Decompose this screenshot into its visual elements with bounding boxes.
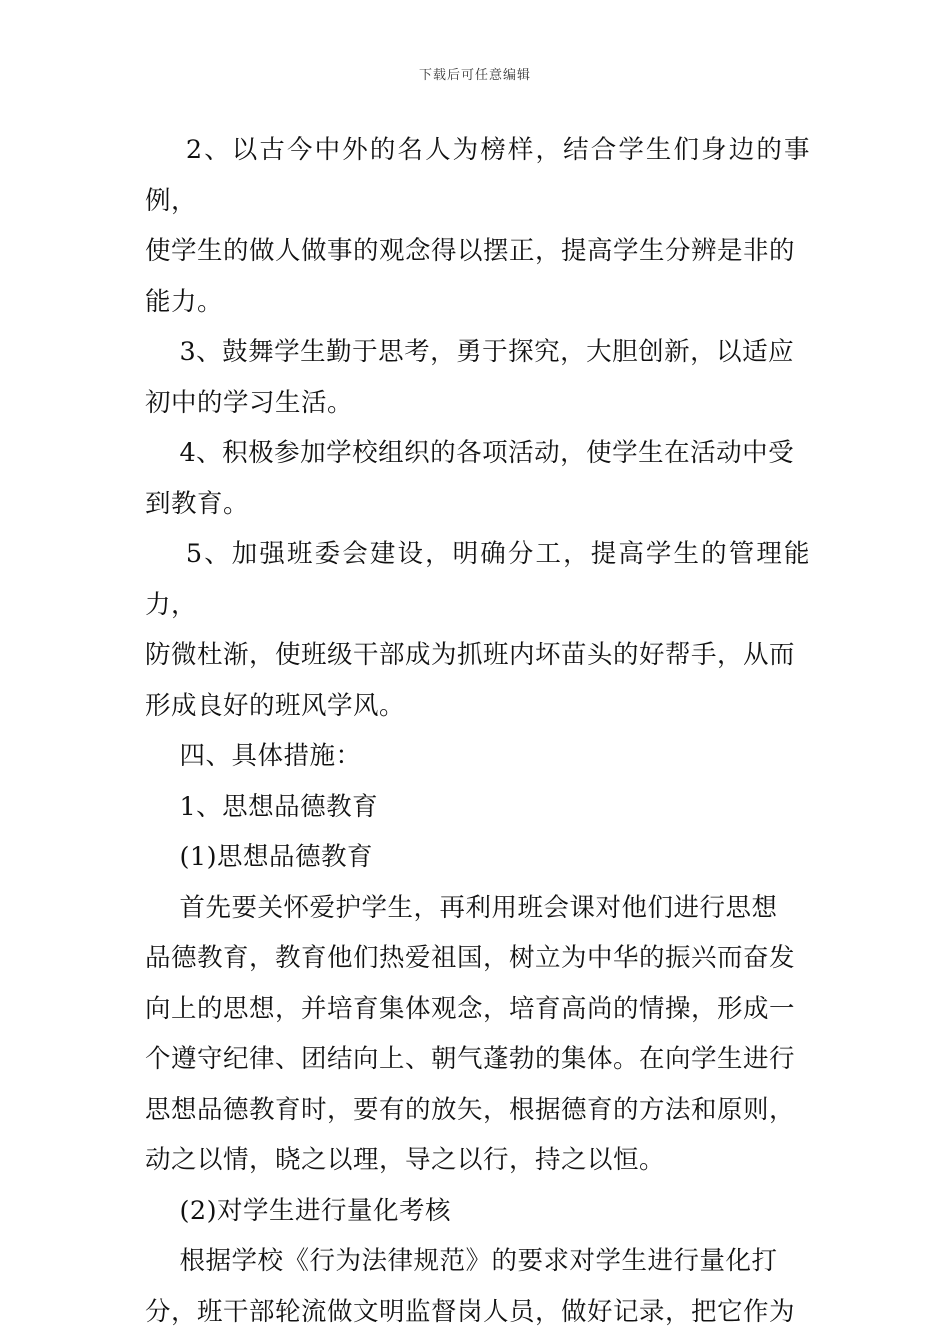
- text-line: 品德教育，教育他们热爱祖国，树立为中华的振兴而奋发: [145, 943, 796, 973]
- text-line: 根据学校《行为法律规范》的要求对学生进行量化打: [145, 1246, 778, 1276]
- text-line: 5、加强班委会建设，明确分工，提高学生的管理能力，: [145, 539, 810, 620]
- subsection-heading: (2)对学生进行量化考核: [145, 1195, 452, 1226]
- text-line: 2、以古今中外的名人为榜样，结合学生们身边的事例，: [145, 135, 810, 216]
- page-header-note: 下载后可任意编辑: [418, 68, 531, 83]
- text-line: 到教育。: [145, 488, 250, 519]
- text-line: 思想品德教育时，要有的放矢，根据德育的方法和原则，: [145, 1094, 796, 1125]
- section-heading: 四、具体措施：: [145, 741, 362, 771]
- text-line: 使学生的做人做事的观念得以摆正，提高学生分辨是非的: [145, 236, 796, 266]
- text-line: 个遵守纪律、团结向上、朝气蓬勃的集体。在向学生进行: [145, 1044, 796, 1074]
- document-body: [145, 125, 810, 1337]
- text-line: 3、鼓舞学生勤于思考，勇于探究，大胆创新，以适应: [145, 337, 795, 367]
- subsection-heading: 1、思想品德教育: [145, 791, 379, 822]
- text-line: 首先要关怀爱护学生，再利用班会课对他们进行思想: [145, 892, 778, 923]
- subsection-heading: (1)思想品德教育: [145, 842, 374, 872]
- text-line: 4、积极参加学校组织的各项活动，使学生在活动中受: [145, 438, 795, 468]
- text-line: 能力。: [145, 286, 224, 317]
- text-line: 防微杜渐，使班级干部成为抓班内坏苗头的好帮手，从而: [145, 640, 796, 670]
- text-line: 初中的学习生活。: [145, 387, 354, 418]
- text-line: 动之以情，晓之以理，导之以行，持之以恒。: [145, 1145, 666, 1175]
- text-line: 形成良好的班风学风。: [145, 690, 406, 721]
- text-line: 分，班干部轮流做文明监督岗人员，做好记录，把它作为: [145, 1296, 796, 1327]
- text-line: 向上的思想，并培育集体观念，培育高尚的情操，形成一: [145, 993, 796, 1024]
